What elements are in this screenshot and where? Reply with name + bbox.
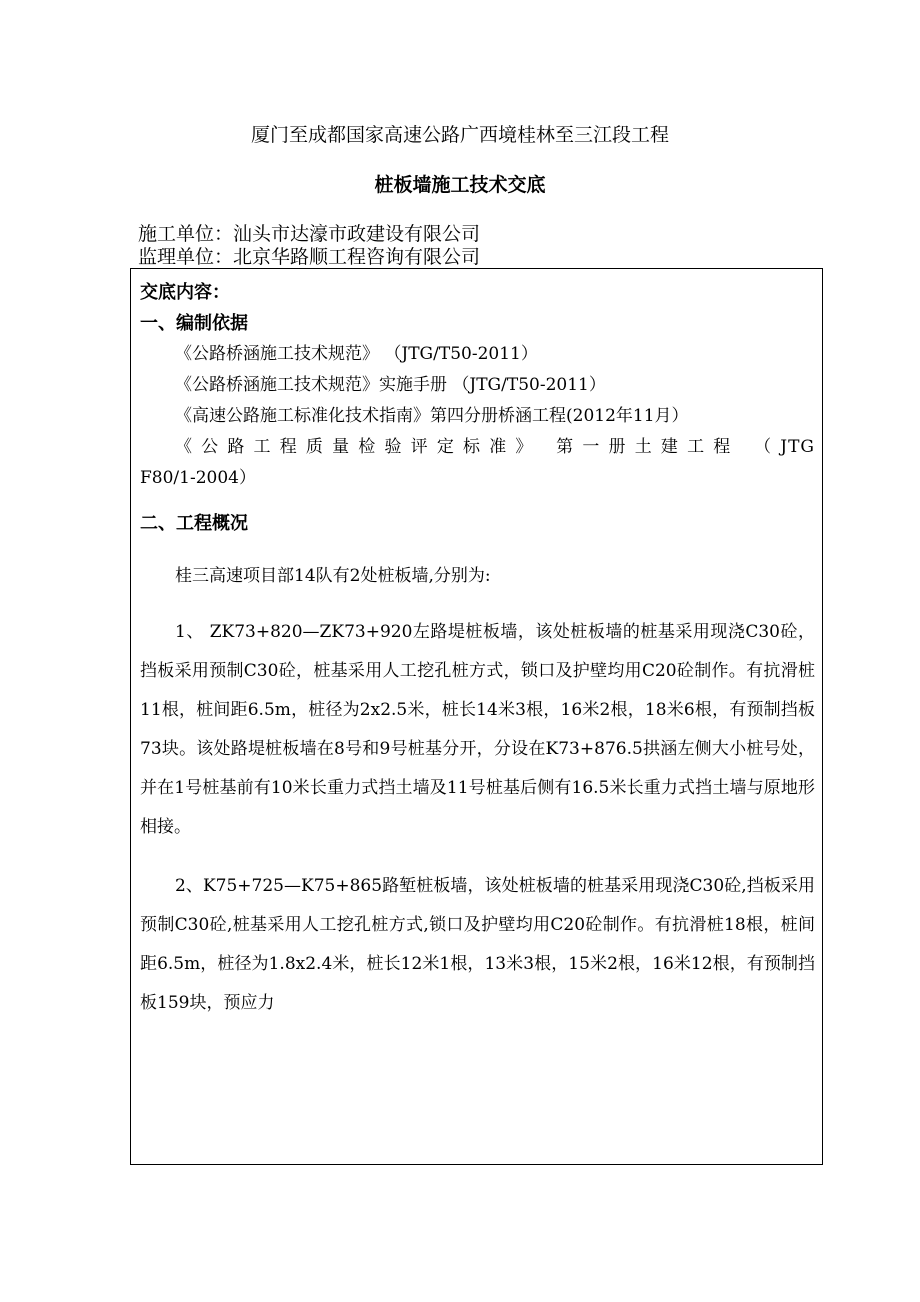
overview-item-1: 1、 ZK73+820—ZK73+920左路堤桩板墙，该处桩板墙的桩基采用现浇C30砼，挡板采用预制C30砼，桩基采用人工挖孔桩方式，锁口及护壁均用C20砼制作。有抗滑桩11根，桩间距6.5m，桩径为2x2.5米，桩长14米3根，16米2根，18米6根，有预制挡板73块。该处路堤桩板墙在8号和9号桩基分开，分设在K73+876.5拱涵左侧大小桩号处，并在1号桩基前有10米长重力式挡土墙及11号桩基后侧有16.5米长重力式挡土墙与原地形相接。 <box>140 622 815 837</box>
content-box <box>130 268 823 1165</box>
content-label: 交底内容： <box>140 282 230 303</box>
basis-item-continuation: F80/1-2004） <box>140 468 256 488</box>
contractor-line <box>138 222 480 246</box>
section2-title: 二、工程概况 <box>140 513 248 534</box>
overview-intro: 桂三高速项目部14队有2处桩板墙,分别为: <box>175 566 491 586</box>
supervisor-name: 北京华路顺工程咨询有限公司 <box>233 246 481 268</box>
basis-item: 《公路工程质量检验评定标准》 第一册土建工程 （JTG <box>175 437 815 457</box>
basis-item: 《公路桥涵施工技术规范》 （JTG/T50-2011） <box>175 344 538 364</box>
project-title: 厦门至成都国家高速公路广西境桂林至三江段工程 <box>250 124 669 146</box>
section1-title: 一、编制依据 <box>140 313 248 334</box>
supervisor-label: 监理单位： <box>138 246 234 268</box>
supervisor-line <box>138 245 480 269</box>
basis-item: 《高速公路施工标准化技术指南》第四分册桥涵工程(2012年11月） <box>175 406 689 426</box>
content-body <box>140 277 815 1023</box>
basis-item: 《公路桥涵施工技术规范》实施手册 （JTG/T50-2011） <box>175 375 606 395</box>
document-title: 桩板墙施工技术交底 <box>374 174 546 196</box>
contractor-label: 施工单位： <box>138 223 234 245</box>
overview-item-2: 2、K75+725—K75+865路堑桩板墙，该处桩板墙的桩基采用现浇C30砼,挡板采用预制C30砼,桩基采用人工挖孔桩方式,锁口及护壁均用C20砼制作。有抗滑桩18根，桩间距6.5m，桩径为1.8x2.4米，桩长12米1根，13米3根，15米2根，16米12根，有预制挡板159块，预应力 <box>140 876 815 1013</box>
contractor-name: 汕头市达濠市政建设有限公司 <box>233 223 481 245</box>
